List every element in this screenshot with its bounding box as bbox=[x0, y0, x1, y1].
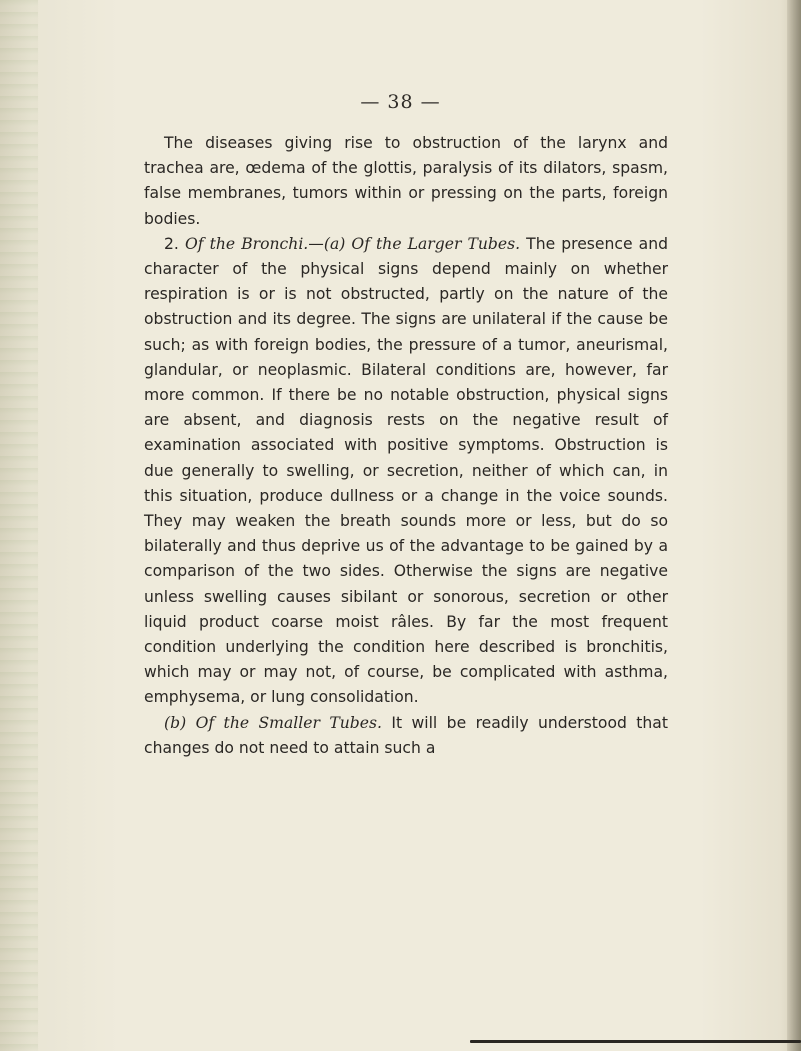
bottom-rule bbox=[470, 1040, 801, 1043]
page-number: — 38 — bbox=[360, 91, 441, 113]
em-dash: — bbox=[308, 234, 324, 253]
subsection-heading: Of the Larger Tubes. bbox=[351, 234, 521, 253]
subsection-label: (a) bbox=[323, 234, 346, 253]
paragraph-text: It will be readily understood that changes do not need to attain such a bbox=[144, 713, 668, 757]
paragraph-text: The presence and character of the physical signs depend mainly on whether respiration is or is not obstructed, partly on the nature of the obstruction and its degree. The signs are unilateral if the cause be such; as with foreign bodies, the pressure of a tumor, aneurismal, glandular, or neoplasmic. Bilateral conditions are, however, far more common. If there be no notable obstruction, physical signs are absent, and diagnosis rests on the negative result of examination associated with positive symptoms. Obstruction is due generally to swelling, or secretion, neither of which can, in this situation, produce dullness or a change in the voice sounds. They may weaken the breath sounds more or less, but do so bilaterally and thus deprive us of the advantage to be gained by a comparison of the two sides. Otherwise the signs are negative unless swelling causes sibilant or sonorous, secretion or other liquid product coarse moist râles. By far the most frequent condition underlying the condition here described is bronchitis, which may or may not, of course, be complicated with asthma, emphysema, or lung consolidation. bbox=[144, 234, 668, 707]
paragraph-smaller-tubes bbox=[144, 711, 668, 761]
body-text bbox=[144, 131, 668, 761]
subsection-label: (b) bbox=[164, 713, 187, 732]
page-right-edge bbox=[787, 0, 801, 1051]
subsection-heading: Of the Smaller Tubes. bbox=[195, 713, 382, 732]
section-heading: Of the Bronchi. bbox=[184, 234, 309, 253]
paragraph-obstruction-larynx: The diseases giving rise to obstruction of the larynx and trachea are, œdema of the glottis, paralysis of its dilators, spasm, false membranes, tumors within or pressing on the parts, foreign bodies. bbox=[144, 134, 668, 228]
section-number: 2. bbox=[164, 234, 179, 253]
paragraph-bronchi bbox=[144, 232, 668, 711]
page-binding-edge bbox=[0, 0, 38, 1051]
